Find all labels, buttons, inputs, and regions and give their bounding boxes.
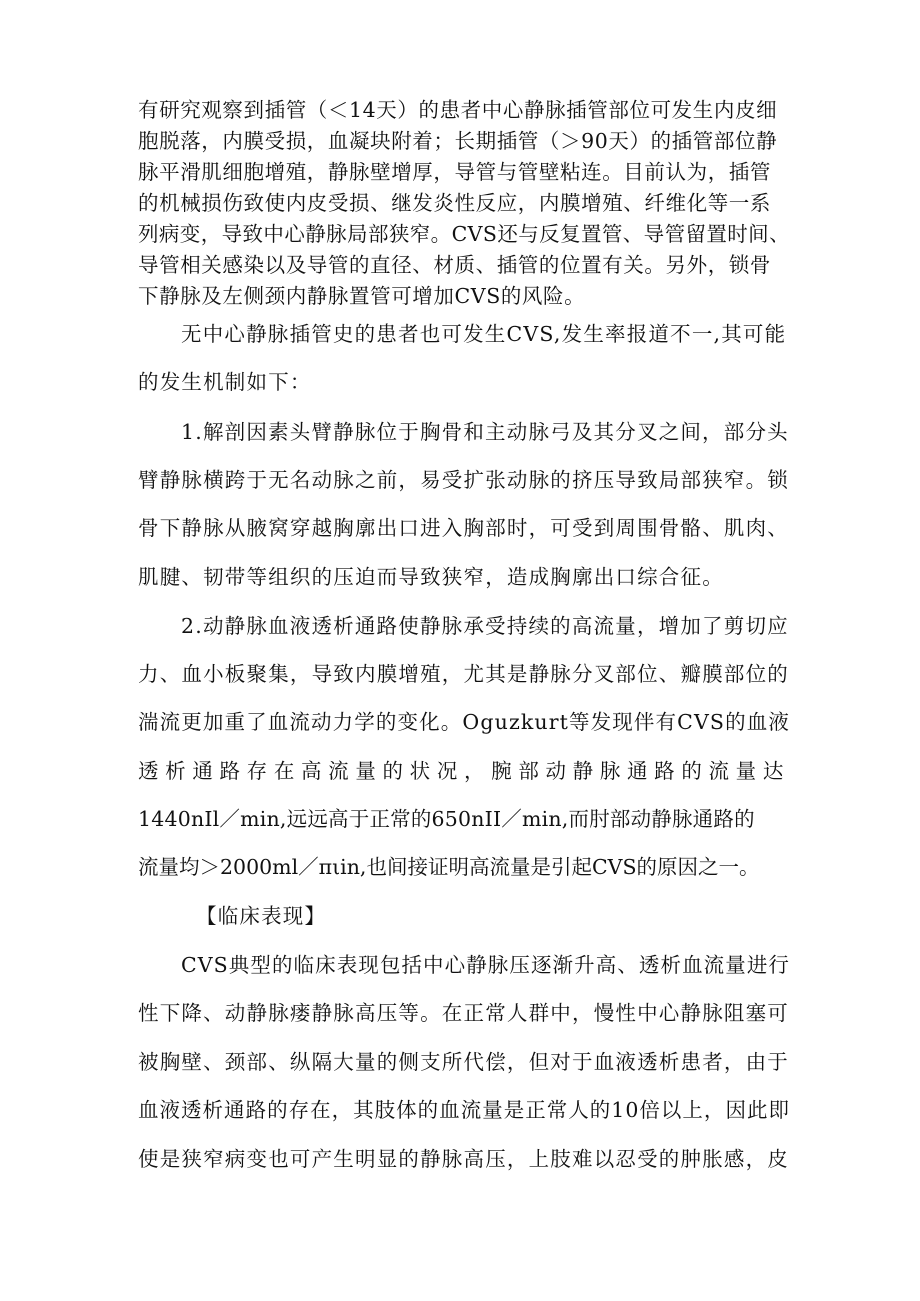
paragraph-3-line-1: 1.解剖因素头臂静脉位于胸骨和主动脉弓及其分叉之间，部分头: [181, 420, 789, 444]
paragraph-1-line-2: 胞脱落，内膜受损，血凝块附着；长期插管（＞90天）的插管部位静: [138, 129, 778, 153]
paragraph-3-line-3: 骨下静脉从腋窝穿越胸廓出口进入胸部时，可受到周围骨骼、肌肉、: [138, 516, 789, 540]
paragraph-5-line-1: CVS典型的临床表现包括中心静脉压逐渐升高、透析血流量进行: [181, 953, 790, 977]
section-heading-clinical-manifestations: 【临床表现】: [196, 904, 327, 928]
paragraph-2-line-1: 无中心静脉插管史的患者也可发生CVS,发生率报道不一,其可能: [181, 322, 787, 346]
paragraph-2-line-2: 的发生机制如下：: [138, 370, 312, 394]
paragraph-1-line-3: 脉平滑肌细胞增殖，静脉壁增厚，导管与管壁粘连。目前认为，插管: [138, 160, 771, 184]
paragraph-1-line-6: 导管相关感染以及导管的直径、材质、插管的位置有关。另外，锁骨: [138, 253, 771, 277]
paragraph-5-line-3: 被胸壁、颈部、纵隔大量的侧支所代偿，但对于血液透析患者，由于: [138, 1050, 789, 1074]
paragraph-3-line-2: 臂静脉横跨于无名动脉之前，易受扩张动脉的挤压导致局部狭窄。锁: [138, 468, 789, 492]
paragraph-4-line-1: 2.动静脉血液透析通路使静脉承受持续的高流量，增加了剪切应: [181, 614, 789, 638]
paragraph-4-line-2: 力、血小板聚集，导致内膜增殖，尤其是静脉分叉部位、瓣膜部位的: [138, 662, 789, 686]
paragraph-4-line-4: 透析通路存在高流量的状况，腕部动静脉通路的流量达: [138, 759, 790, 783]
paragraph-5-line-4: 血液透析通路的存在，其肢体的血流量是正常人的10倍以上，因此即: [138, 1098, 790, 1122]
paragraph-5-line-5: 使是狭窄病变也可产生明显的静脉高压，上肢难以忍受的肿胀感，皮: [138, 1147, 789, 1171]
paragraph-4-line-3: 湍流更加重了血流动力学的变化。Oguzkurt等发现伴有CVS的血液: [138, 710, 790, 734]
paragraph-1-line-5: 列病变，导致中心静脉局部狭窄。CVS还与反复置管、导管留置时间、: [138, 222, 790, 246]
paragraph-4-line-5: 1440nIl／min,远远高于正常的650nII／min,而肘部动静脉通路的: [138, 807, 755, 831]
paragraph-5-line-2: 性下降、动静脉瘘静脉高压等。在正常人群中，慢性中心静脉阻塞可: [138, 1001, 789, 1025]
paragraph-1-line-4: 的机械损伤致使内皮受损、继发炎性反应，内膜增殖、纤维化等一系: [138, 191, 771, 215]
paragraph-3-line-4: 肌腱、韧带等组织的压迫而导致狭窄，造成胸廓出口综合征。: [138, 565, 724, 589]
paragraph-1-line-1: 有研究观察到插管（＜14天）的患者中心静脉插管部位可发生内皮细: [138, 98, 778, 122]
paragraph-1-line-7: 下静脉及左侧颈内静脉置管可增加CVS的风险。: [138, 284, 586, 308]
paragraph-4-line-6: 流量均＞2000ml／πιin,也间接证明高流量是引起CVS的原因之一。: [138, 855, 760, 879]
